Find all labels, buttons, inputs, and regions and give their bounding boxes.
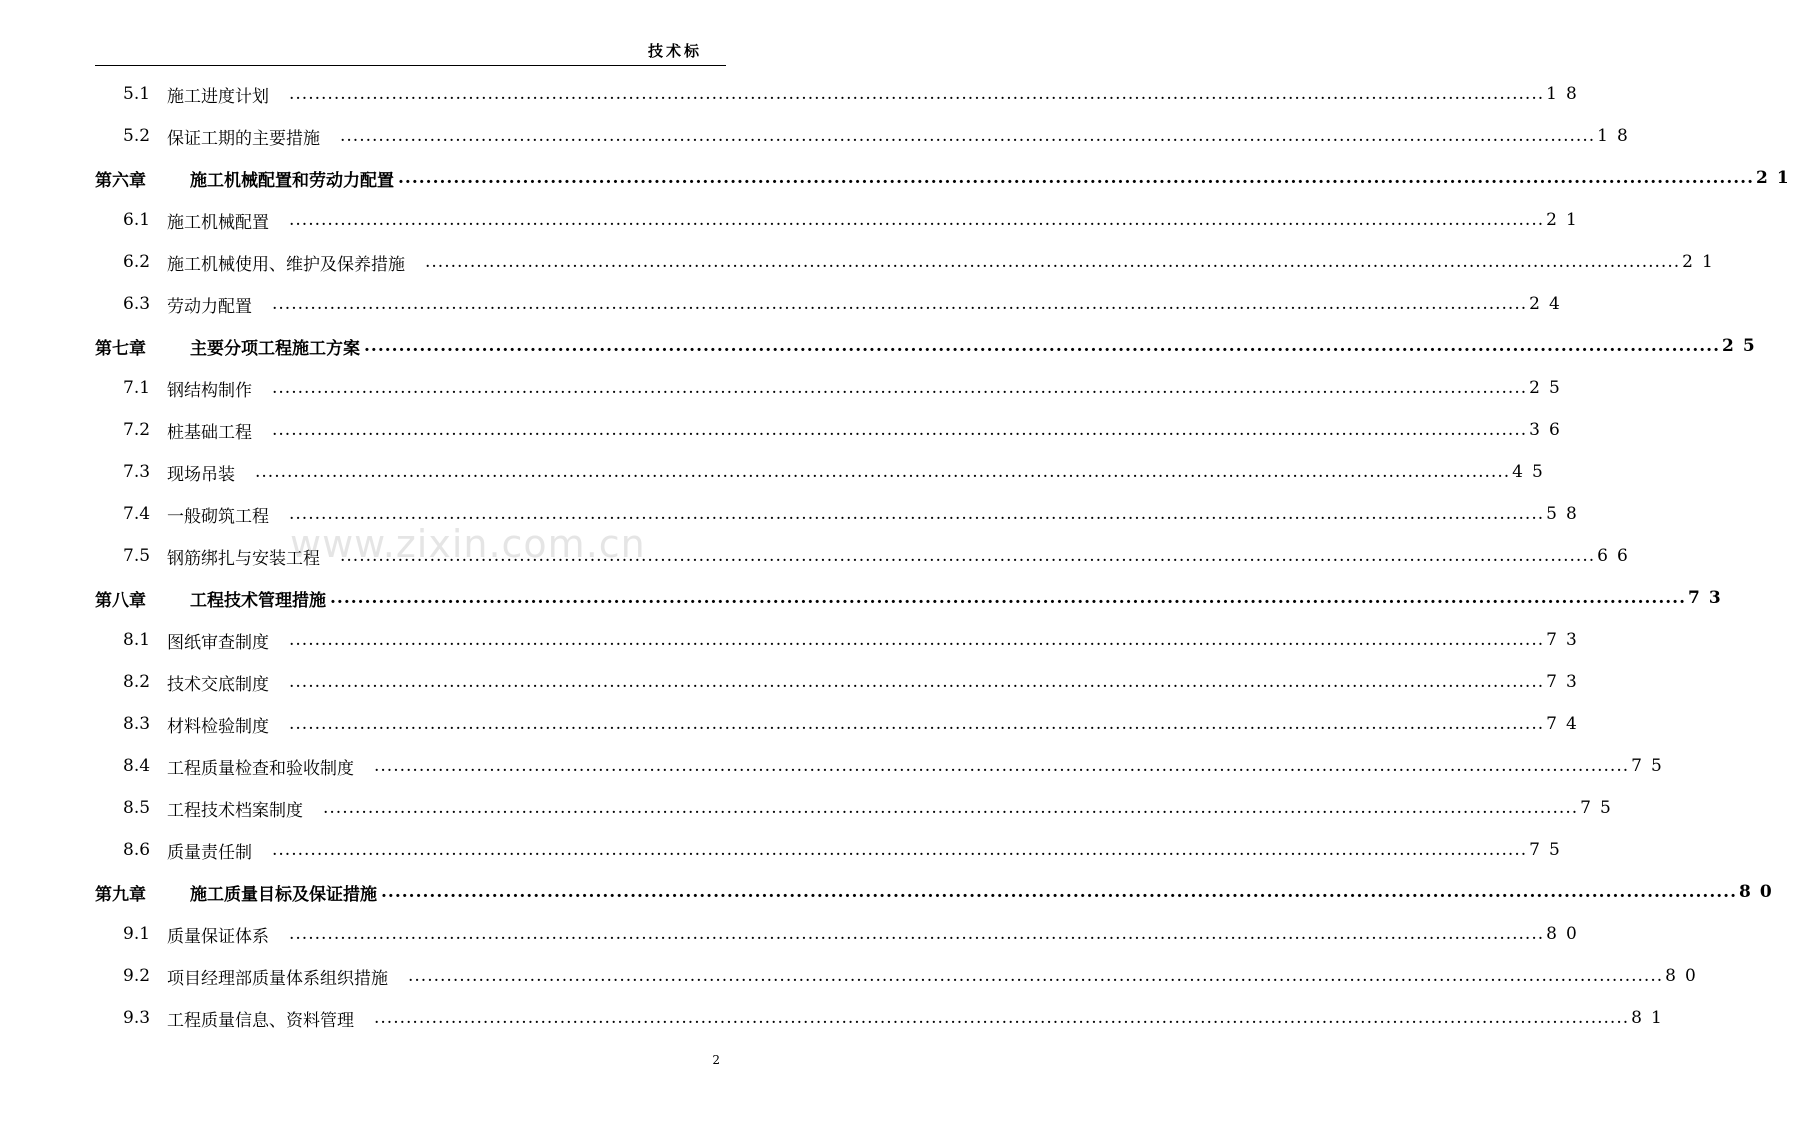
toc-leader-dots <box>364 336 1720 356</box>
toc-number <box>95 294 167 314</box>
toc-leader-dots <box>289 672 1544 692</box>
toc-section-row[interactable] <box>95 913 1586 955</box>
toc-number-text: 8.6 <box>123 840 151 860</box>
toc-number-text: 7.1 <box>123 378 151 398</box>
toc-number-text: 7.4 <box>123 504 151 524</box>
toc-section-row[interactable] <box>95 409 1569 451</box>
toc-number <box>95 210 167 230</box>
toc-number-text: 9.3 <box>123 1008 151 1028</box>
toc-number <box>95 1008 167 1028</box>
toc-leader-dots <box>289 630 1544 650</box>
toc-number <box>95 462 167 482</box>
toc-section-row[interactable] <box>95 451 1552 493</box>
page-number: 2 <box>712 1053 720 1067</box>
toc-title: 施工机械配置 <box>167 212 269 233</box>
toc-number <box>95 966 167 986</box>
toc-leader-dots <box>289 924 1544 944</box>
toc-leader-dots <box>272 378 1527 398</box>
toc-number <box>95 756 167 776</box>
toc-section-row[interactable] <box>95 619 1586 661</box>
toc-title: 工程技术档案制度 <box>167 800 303 821</box>
toc-number-text: 8.2 <box>123 672 151 692</box>
toc-section-row[interactable] <box>95 745 1671 787</box>
toc-title: 钢筋绑扎与安装工程 <box>167 548 320 569</box>
toc-leader-dots <box>272 420 1527 440</box>
toc-page-number: 58 <box>1546 504 1586 524</box>
toc-title: 材料检验制度 <box>167 716 269 737</box>
toc-page-number: 75 <box>1631 756 1671 776</box>
toc-page-number: 36 <box>1529 420 1569 440</box>
toc-page-number: 80 <box>1739 882 1781 902</box>
toc-title: 保证工期的主要措施 <box>167 128 320 149</box>
toc-title: 工程质量信息、资料管理 <box>167 1010 354 1031</box>
toc-number <box>95 924 167 944</box>
toc-page-number: 18 <box>1546 84 1586 104</box>
toc-number <box>95 714 167 734</box>
toc-leader-dots <box>323 798 1578 818</box>
toc-leader-dots <box>255 462 1510 482</box>
toc-number <box>95 126 167 146</box>
toc-page-number: 75 <box>1580 798 1620 818</box>
toc-number <box>95 798 167 818</box>
toc-number-text: 6.1 <box>123 210 151 230</box>
toc-leader-dots <box>425 252 1680 272</box>
toc-section-row[interactable] <box>95 703 1586 745</box>
toc-number-text: 9.2 <box>123 966 151 986</box>
toc-section-row[interactable] <box>95 367 1569 409</box>
toc-number-text: 5.1 <box>123 84 151 104</box>
toc-title: 现场吊装 <box>167 464 235 485</box>
toc-number-text: 8.1 <box>123 630 151 650</box>
toc-number-text: 7.2 <box>123 420 151 440</box>
header-rule <box>95 65 726 66</box>
toc-title: 图纸审查制度 <box>167 632 269 653</box>
toc-title: 质量保证体系 <box>167 926 269 947</box>
toc-page-number: 73 <box>1688 588 1730 608</box>
toc-page-number: 21 <box>1546 210 1586 230</box>
toc-section-row[interactable] <box>95 241 1722 283</box>
toc-title: 工程技术管理措施 <box>190 590 326 611</box>
toc-number <box>95 840 167 860</box>
toc-leader-dots <box>381 882 1737 902</box>
toc-page-number: 81 <box>1631 1008 1671 1028</box>
toc-leader-dots <box>289 504 1544 524</box>
toc-page-number: 18 <box>1597 126 1637 146</box>
toc-title: 施工进度计划 <box>167 86 269 107</box>
toc-number <box>95 378 167 398</box>
toc-title: 质量责任制 <box>167 842 252 863</box>
toc-number <box>95 504 167 524</box>
toc-number: 第六章 <box>95 170 146 191</box>
toc-section-row[interactable] <box>95 283 1569 325</box>
toc-number-text: 8.4 <box>123 756 151 776</box>
toc-number-text: 6.2 <box>123 252 151 272</box>
toc-number <box>95 672 167 692</box>
watermark: www.zixin.com.cn <box>290 522 646 566</box>
toc-leader-dots <box>330 588 1686 608</box>
toc-leader-dots <box>272 294 1527 314</box>
toc-page-number: 73 <box>1546 672 1586 692</box>
toc-leader-dots <box>340 126 1595 146</box>
toc-title: 施工机械使用、维护及保养措施 <box>167 254 405 275</box>
toc-page-number: 24 <box>1529 294 1569 314</box>
toc-page-number: 45 <box>1512 462 1552 482</box>
toc-chapter-row[interactable] <box>95 871 1781 913</box>
toc-number <box>95 84 167 104</box>
toc-section-row[interactable] <box>95 955 1705 997</box>
toc-leader-dots <box>398 168 1754 188</box>
toc-page-number: 25 <box>1529 378 1569 398</box>
toc-section-row[interactable] <box>95 997 1671 1039</box>
toc-number <box>95 546 167 566</box>
toc-number <box>95 420 167 440</box>
toc-section-row[interactable] <box>95 73 1586 115</box>
toc-leader-dots <box>374 756 1629 776</box>
toc-number: 第九章 <box>95 884 146 905</box>
toc-section-row[interactable] <box>95 115 1637 157</box>
toc-number-text: 7.5 <box>123 546 151 566</box>
toc-title: 项目经理部质量体系组织措施 <box>167 968 388 989</box>
toc-section-row[interactable] <box>95 787 1620 829</box>
toc-title: 一般砌筑工程 <box>167 506 269 527</box>
toc-leader-dots <box>289 210 1544 230</box>
toc-number-text: 9.1 <box>123 924 151 944</box>
header-label: 技术标 <box>647 42 702 60</box>
toc-page-number: 80 <box>1665 966 1705 986</box>
toc-page-number: 21 <box>1682 252 1722 272</box>
toc-title: 主要分项工程施工方案 <box>190 338 360 359</box>
toc-number: 第八章 <box>95 590 146 611</box>
toc-title: 施工机械配置和劳动力配置 <box>190 170 394 191</box>
toc-number-text: 8.3 <box>123 714 151 734</box>
toc-chapter-row[interactable] <box>95 577 1730 619</box>
toc-chapter-row[interactable] <box>95 157 1798 199</box>
toc-number: 第七章 <box>95 338 146 359</box>
toc-page-number: 75 <box>1529 840 1569 860</box>
toc-number-text: 6.3 <box>123 294 151 314</box>
toc-page-number: 66 <box>1597 546 1637 566</box>
toc-number <box>95 252 167 272</box>
toc-leader-dots <box>272 840 1527 860</box>
toc-page-number: 25 <box>1722 336 1764 356</box>
toc-leader-dots <box>289 714 1544 734</box>
toc-page-number: 80 <box>1546 924 1586 944</box>
toc-number-text: 5.2 <box>123 126 151 146</box>
toc-number-text: 7.3 <box>123 462 151 482</box>
toc-leader-dots <box>289 84 1544 104</box>
toc-page-number: 21 <box>1756 168 1798 188</box>
toc-title: 技术交底制度 <box>167 674 269 695</box>
toc-section-row[interactable] <box>95 199 1586 241</box>
toc-section-row[interactable] <box>95 661 1586 703</box>
toc-leader-dots <box>408 966 1663 986</box>
toc-section-row[interactable] <box>95 829 1569 871</box>
toc-title: 施工质量目标及保证措施 <box>190 884 377 905</box>
toc-leader-dots <box>374 1008 1629 1028</box>
toc-title: 钢结构制作 <box>167 380 252 401</box>
toc-title: 劳动力配置 <box>167 296 252 317</box>
toc-page-number: 74 <box>1546 714 1586 734</box>
toc-page-number: 73 <box>1546 630 1586 650</box>
toc-title: 工程质量检查和验收制度 <box>167 758 354 779</box>
toc-title: 桩基础工程 <box>167 422 252 443</box>
toc-chapter-row[interactable] <box>95 325 1764 367</box>
toc-number <box>95 630 167 650</box>
toc-number-text: 8.5 <box>123 798 151 818</box>
